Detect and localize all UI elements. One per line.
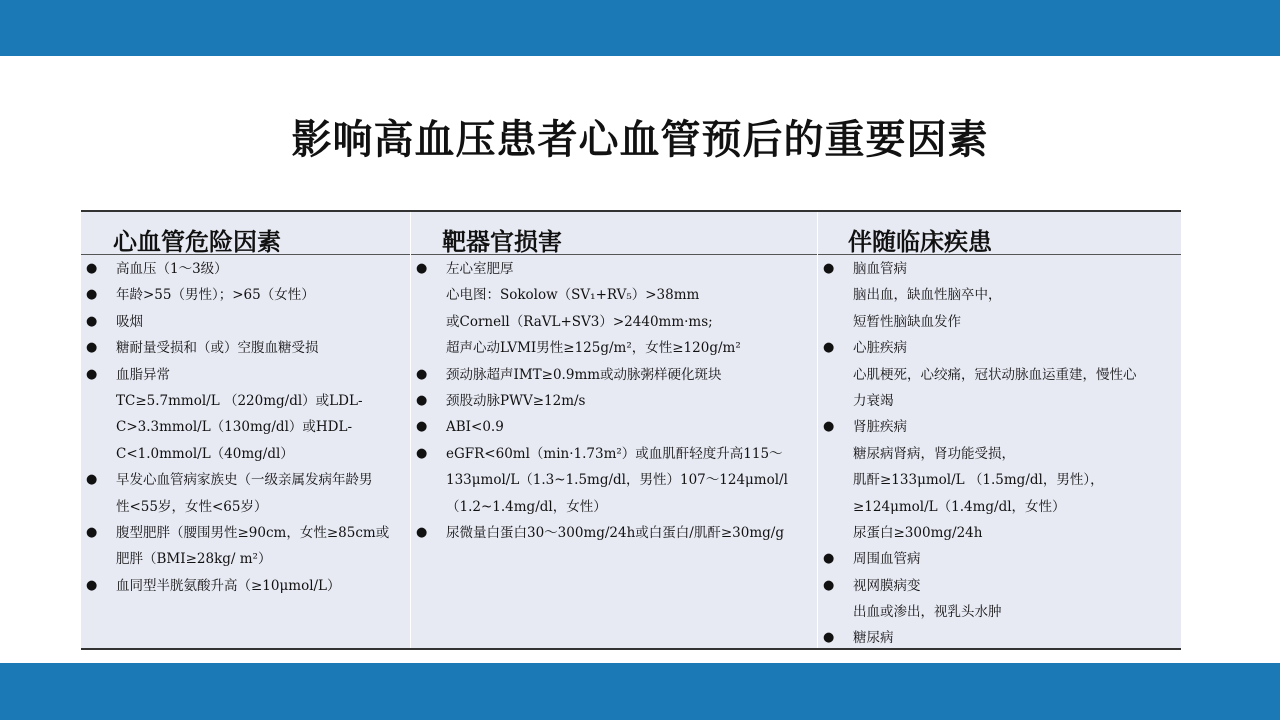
item-text: 或Cornell（RaVL+SV3）>2440mm·ms; — [446, 313, 713, 330]
bullet-item — [81, 335, 409, 361]
bullet-item — [411, 441, 816, 467]
item-continuation — [411, 467, 816, 493]
item-text: C<1.0mmol/L（40mg/dl） — [116, 445, 294, 462]
bullet-icon: ● — [86, 261, 98, 276]
bullet-item — [411, 520, 816, 546]
bullet-icon: ● — [86, 366, 98, 382]
item-continuation — [818, 599, 1178, 625]
item-text: 出血或渗出，视乳头水肿 — [853, 604, 1002, 621]
item-text: ≥124μmol/L（1.4mg/dl，女性） — [853, 498, 1066, 515]
item-text: eGFR<60ml（min·1.73m²）或血肌酐轻度升高115～ — [446, 445, 783, 462]
item-text: 肥胖（BMI≥28kg/ m²） — [116, 551, 272, 568]
column-target-organ-damage — [411, 256, 816, 546]
bullet-item — [818, 625, 1178, 651]
header-risk-factors: 心血管危险因素 — [113, 228, 281, 256]
item-text: 糖耐量受损和（或）空腹血糖受损 — [116, 340, 319, 357]
item-text: 高血压（1～3级） — [116, 261, 228, 277]
item-text: 脑血管病 — [853, 261, 907, 277]
bullet-icon: ● — [823, 261, 835, 276]
bullet-icon: ● — [823, 630, 835, 646]
bullet-item — [411, 362, 816, 388]
item-continuation — [411, 335, 816, 361]
item-text: 心电图：Sokolow（SV₁+RV₅）>38mm — [446, 287, 700, 304]
top-banner — [0, 0, 1280, 56]
header-clinical-conditions: 伴随临床疾患 — [848, 228, 992, 256]
item-text: 力衰竭 — [853, 392, 894, 409]
item-text: 心肌梗死，心绞痛，冠状动脉血运重建，慢性心 — [853, 366, 1137, 383]
item-text: 血同型半胱氨酸升高（≥10μmol/L） — [116, 577, 341, 594]
bullet-item — [818, 414, 1178, 440]
item-continuation — [81, 546, 409, 572]
bullet-icon: ● — [416, 392, 428, 408]
bullet-icon: ● — [416, 524, 428, 540]
item-text: 糖尿病 — [853, 630, 894, 647]
bullet-item — [81, 467, 409, 493]
bottom-banner — [0, 663, 1280, 720]
item-text: 心脏疾病 — [853, 340, 907, 357]
item-text: ABI<0.9 — [446, 419, 504, 436]
item-continuation — [81, 388, 409, 414]
bullet-item — [411, 256, 816, 282]
item-text: 133μmol/L（1.3~1.5mg/dl，男性）107～124μmol/l — [446, 472, 788, 489]
item-continuation — [818, 520, 1178, 546]
item-text: 血脂异常 — [116, 366, 170, 383]
bullet-item — [411, 388, 816, 414]
item-text: 颈股动脉PWV≥12m/s — [446, 392, 586, 409]
item-text: 腹型肥胖（腰围男性≥90cm，女性≥85cm或 — [116, 524, 390, 541]
factors-table — [81, 210, 1181, 650]
item-text: 颈动脉超声IMT≥0.9mm或动脉粥样硬化斑块 — [446, 366, 722, 383]
slide-title: 影响高血压患者心血管预后的重要因素 — [291, 117, 989, 163]
item-text: 尿蛋白≥300mg/24h — [853, 524, 983, 541]
bullet-icon: ● — [86, 472, 98, 488]
item-continuation — [818, 467, 1178, 493]
item-text: 超声心动LVMI男性≥125g/m²，女性≥120g/m² — [446, 340, 741, 357]
item-continuation — [818, 282, 1178, 308]
item-text: 年龄>55（男性）；>65（女性） — [116, 287, 315, 304]
item-continuation — [411, 309, 816, 335]
bullet-icon: ● — [823, 419, 835, 435]
bullet-item — [81, 362, 409, 388]
bullet-icon: ● — [86, 524, 98, 540]
item-continuation — [818, 362, 1178, 388]
bullet-item — [818, 256, 1178, 282]
item-text: （1.2~1.4mg/dl，女性） — [446, 498, 607, 515]
item-text: 吸烟 — [116, 313, 143, 330]
item-text: 肌酐≥133μmol/L （1.5mg/dl，男性）， — [853, 472, 1104, 489]
item-text: 周围血管病 — [853, 551, 921, 568]
item-text: TC≥5.7mmol/L （220mg/dl）或LDL- — [116, 392, 363, 409]
item-text: 脑出血，缺血性脑卒中， — [853, 287, 1002, 304]
bullet-icon: ● — [416, 445, 428, 461]
column-clinical-conditions — [818, 256, 1178, 652]
bullet-item — [81, 256, 409, 282]
item-continuation — [81, 494, 409, 520]
bullet-item — [818, 546, 1178, 572]
bullet-icon: ● — [86, 313, 98, 329]
item-continuation — [818, 309, 1178, 335]
item-text: 尿微量白蛋白30～300mg/24h或白蛋白/肌酐≥30mg/g — [446, 524, 784, 541]
bullet-icon: ● — [416, 261, 428, 276]
item-continuation — [81, 414, 409, 440]
bullet-item — [81, 309, 409, 335]
item-text: 视网膜病变 — [853, 577, 921, 594]
bullet-item — [411, 414, 816, 440]
bullet-item — [818, 335, 1178, 361]
item-continuation — [411, 282, 816, 308]
item-continuation — [81, 441, 409, 467]
item-text: 短暂性脑缺血发作 — [853, 313, 961, 330]
item-text: C>3.3mmol/L（130mg/dl）或HDL- — [116, 419, 353, 436]
bullet-item — [81, 282, 409, 308]
bullet-item — [81, 520, 409, 546]
bullet-icon: ● — [86, 577, 98, 593]
item-text: 早发心血管病家族史（一级亲属发病年龄男 — [116, 472, 373, 489]
bullet-icon: ● — [823, 340, 835, 356]
item-continuation — [818, 441, 1178, 467]
item-continuation — [818, 388, 1178, 414]
bullet-icon: ● — [86, 340, 98, 356]
bullet-icon: ● — [823, 551, 835, 567]
bullet-item — [818, 573, 1178, 599]
bullet-icon: ● — [86, 287, 98, 303]
bullet-item — [81, 573, 409, 599]
table-header-row — [81, 212, 1181, 255]
bullet-icon: ● — [823, 577, 835, 593]
item-continuation — [411, 494, 816, 520]
item-text: 糖尿病肾病，肾功能受损， — [853, 445, 1015, 462]
bullet-icon: ● — [416, 419, 428, 435]
header-target-organ-damage: 靶器官损害 — [442, 228, 562, 256]
bullet-icon: ● — [416, 366, 428, 382]
item-text: 肾脏疾病 — [853, 419, 907, 436]
item-continuation — [818, 494, 1178, 520]
item-text: 性<55岁，女性<65岁） — [116, 498, 268, 515]
column-risk-factors — [81, 256, 409, 599]
item-text: 左心室肥厚 — [446, 261, 514, 277]
